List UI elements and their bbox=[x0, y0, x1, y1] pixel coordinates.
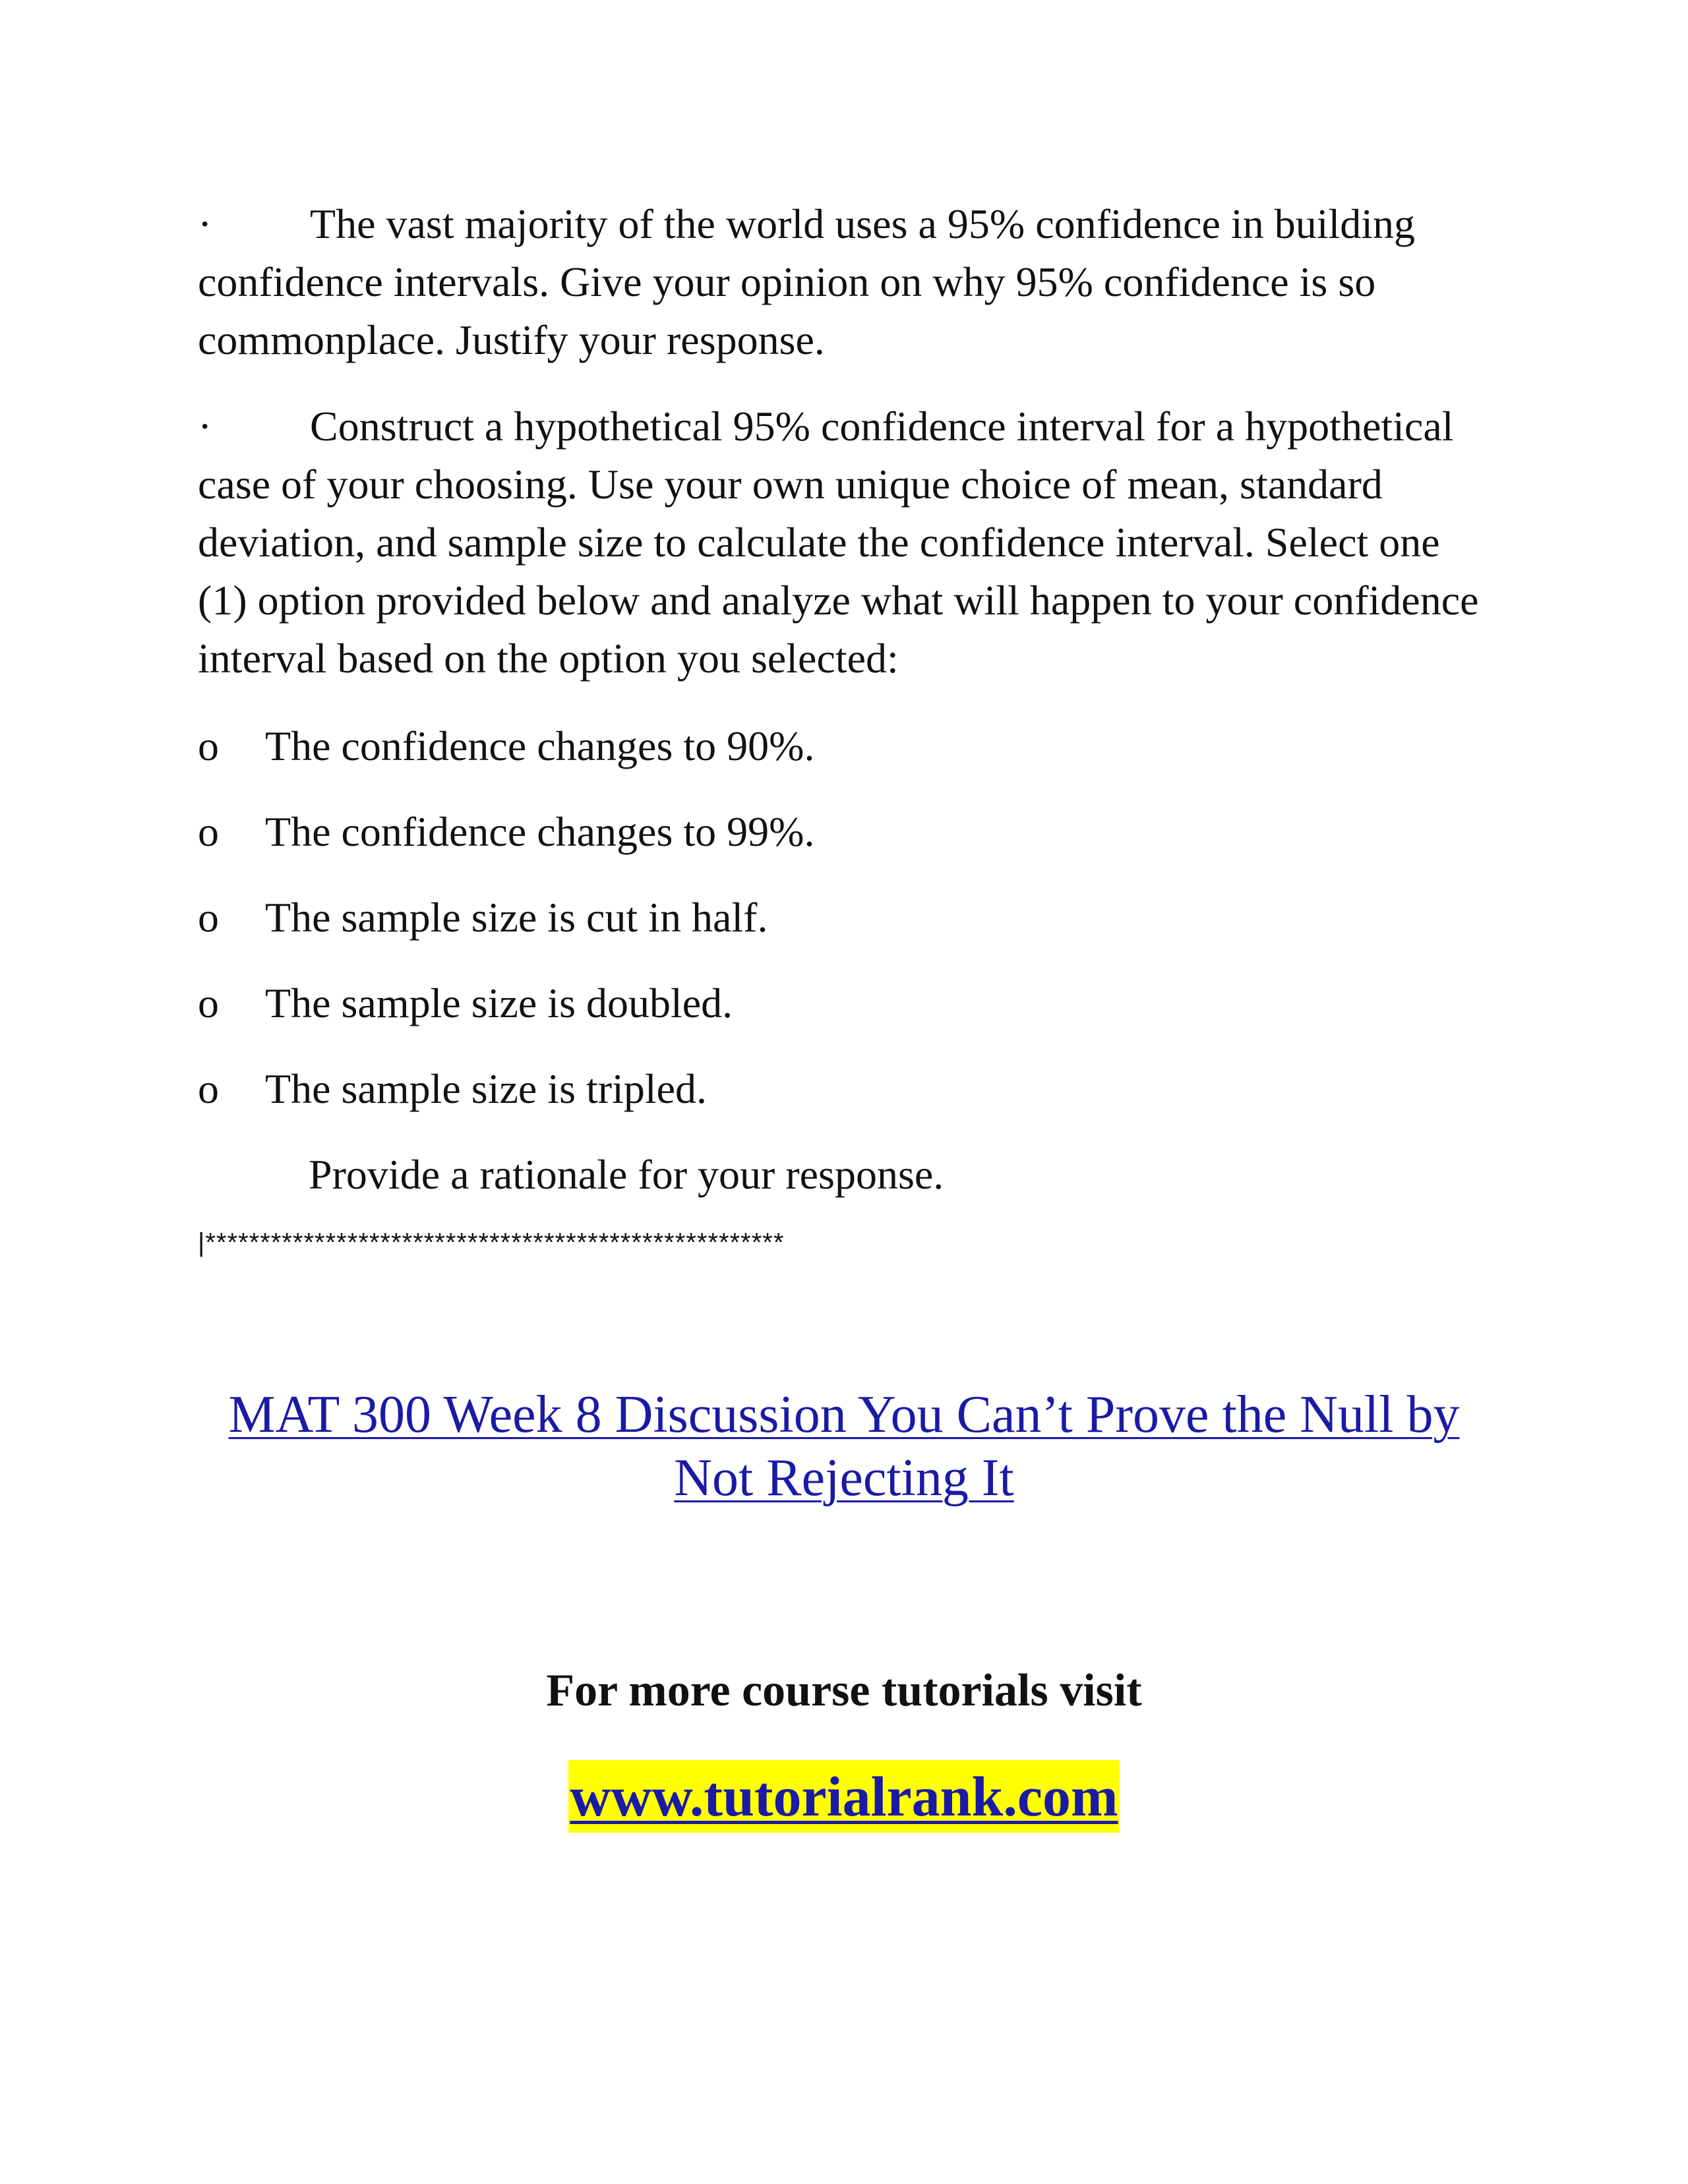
option-text: The confidence changes to 90%. bbox=[265, 723, 815, 769]
bullet-marker: · bbox=[198, 200, 212, 247]
bullet-text-continuation: confidence intervals. Give your opinion on why 95% confidence is so commonplace. Justify your response. bbox=[198, 258, 1376, 363]
next-tutorial-link[interactable]: MAT 300 Week 8 Discussion You Can’t Prove the Null by Not Rejecting It bbox=[228, 1386, 1460, 1507]
option-item bbox=[198, 803, 814, 861]
rationale-text: Provide a rationale for your response. bbox=[309, 1151, 944, 1198]
bullet-text-first-line: Construct a hypothetical 95% confidence interval for a bbox=[310, 403, 1235, 450]
option-marker: o bbox=[198, 894, 219, 941]
tutorialrank-link[interactable]: www.tutorialrank.com bbox=[568, 1760, 1119, 1833]
option-item bbox=[198, 1060, 707, 1118]
option-marker: o bbox=[198, 723, 219, 769]
option-text: The confidence changes to 99%. bbox=[265, 808, 815, 855]
option-item bbox=[198, 717, 814, 775]
option-marker: o bbox=[198, 808, 219, 855]
option-marker: o bbox=[198, 980, 219, 1026]
option-text: The sample size is cut in half. bbox=[265, 894, 768, 941]
option-marker: o bbox=[198, 1065, 219, 1112]
separator-line: |***************************************************** bbox=[198, 1228, 785, 1257]
option-item bbox=[198, 974, 733, 1032]
site-link-wrapper bbox=[0, 1760, 1688, 1833]
option-text: The sample size is doubled. bbox=[265, 980, 733, 1026]
option-item bbox=[198, 889, 768, 947]
visit-prompt: For more course tutorials visit bbox=[546, 1665, 1142, 1716]
bullet-paragraph-1 bbox=[198, 195, 1484, 369]
option-text: The sample size is tripled. bbox=[265, 1065, 708, 1112]
bullet-text-continuation: hypothetical case of your choosing. Use your own unique choice of mean, standard deviation, and sample size to calculate the confidence interval. Select one (1) option provided below and analyze what will happen to your confidence interval based on the option you selected: bbox=[198, 403, 1479, 682]
bullet-paragraph-2 bbox=[198, 398, 1484, 688]
bullet-text-first-line: The vast majority of the world uses a 95% confidence in building bbox=[310, 200, 1416, 247]
bullet-marker: · bbox=[198, 403, 212, 450]
